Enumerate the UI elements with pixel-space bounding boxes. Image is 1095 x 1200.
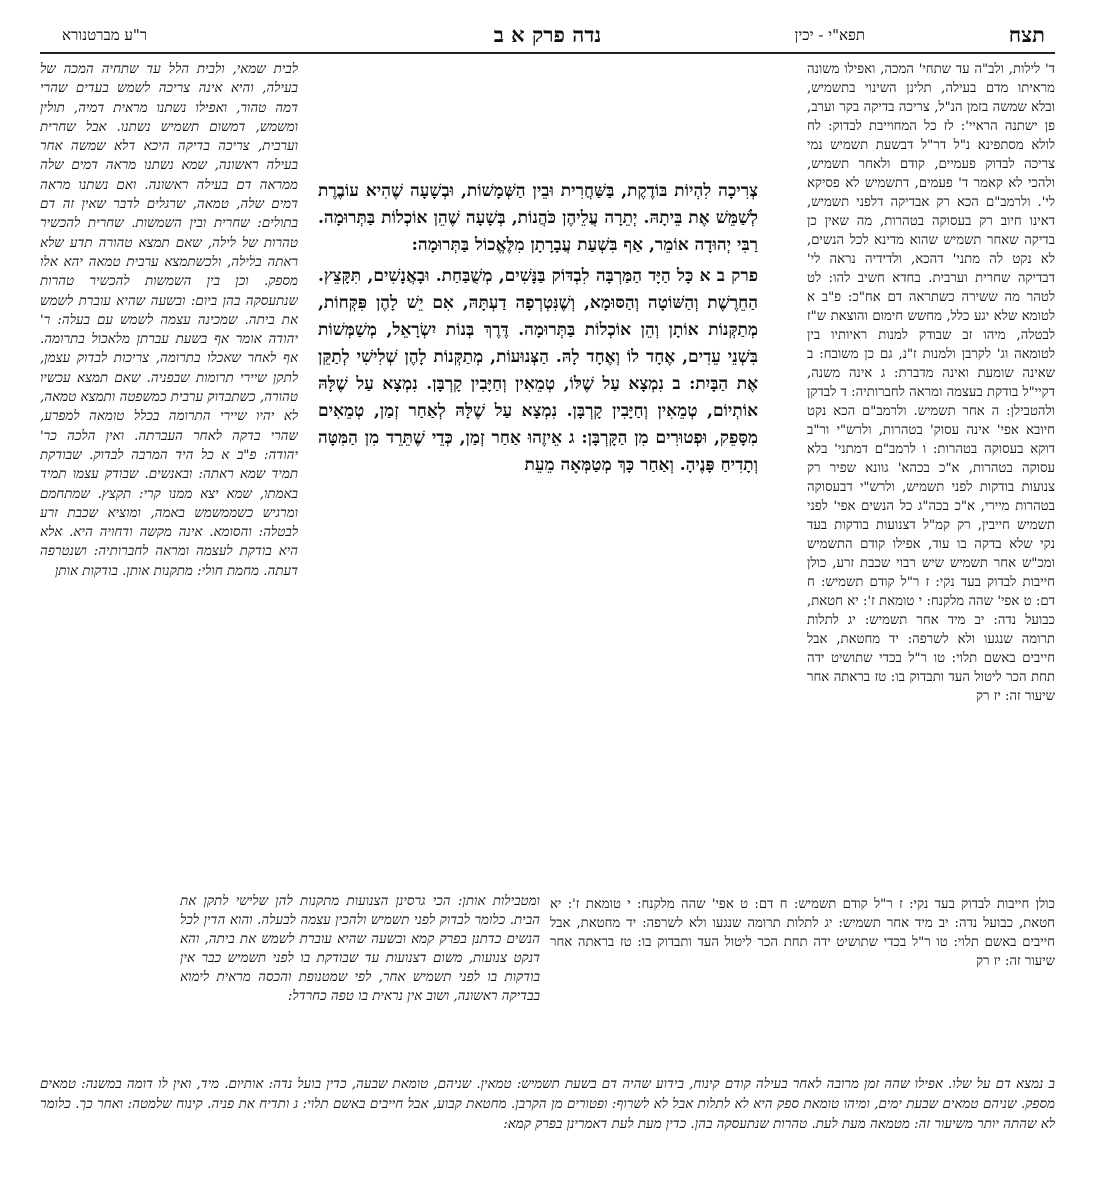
mishnah-paragraph-2: פרק ב א כָּל הַיָּד הַמַּרְבָּה לִבְדּוֹק בַּנָּשִׁים, מְשֻׁבַּחַת. וּבָאֲנָשִׁים, תִּקָּצֵץ. הַחֵרֶשֶׁת וְהַשּׁוֹטָה וְהַסּוּמָא, וְשֶׁנִּטְרְפָה דַעְתָּהּ, אִם יֵשׁ לָהֶן פִּקְּחוֹת, מְתַקְּנוֹת אוֹתָן וְהֵן אוֹכְלוֹת בַּתְּרוּמָה. דֶּרֶךְ בְּנוֹת יִשְׂרָאֵל, מְשַׁמְּשׁוֹת בִּשְׁנֵי עֵדִים, אֶחָד לוֹ וְאֶחָד לָהּ. הַצְּנוּעוֹת, מְתַקְּנוֹת לָהֶן שְׁלִישִׁי לְתַקֵּן אֶת הַבָּיִת: ב נִמְצָא עַל שֶׁלּוֹ, טְמֵאִין וְחַיָּבִין קָרְבָּן. נִמְצָא עַל שֶׁלָּהּ אוֹתְיוֹם, טְמֵאִין וְחַיָּבִין קָרְבָּן. נִמְצָא עַל שֶׁלָּהּ לְאַחַר זְמַן, טְמֵאִים מִסָּפֵק, וּפְטוּרִים מִן הַקָּרְבָּן: ג אֵיזֶהוּ אַחַר זְמַן, כְּדֵי שֶׁתֵּרֵד מִן הַמִּטָּה וְתָדִיחַ פָּנֶיהָ. וְאַחַר כָּךְ מְטַמְּאָה מֵעֵת — [318, 266, 758, 475]
yachin-continuation-text: כולן חייבות לבדוק בעד נקי: ז ר"ל קודם תשמיש: ח דם: ט אפי' שהה מלקנח: י טומאת ז': יא חטאת, כבועל נדה: יב מיד אחר תשמיש: יג לתלות תרומה שנגעו ולא לשרפה: יד מחטאת, אבל חייבים באשם תלוי: טו ר"ל בכדי שתושיט ידה תחת הכר ליטול העד ותבדוק בו: טז בראתה אחר שיעור זה: יז רק — [550, 897, 1055, 969]
bartenura-continuation-text: ומטבילות אותן: הכי גרסינן הצנועות מתקנות להן שלישי לתקן את הבית. כלומר לבדוק לפני תשמיש ולהכין עצמה לבעלה. והוא הדין לכל הנשים כדתנן בפרק קמא ובשעה שהיא עוברת לשמש את ביתה, והא דנקט צנועות, משום דצנועות עד שבודקת בו לפני תשמיש כבר אין בודקות בו לפני תשמיש אחר, לפי שמטנופת והכסה מראית לימוא בבדיקה ראשונה, ושוב אין נראית בו טפה כחרדל: — [180, 894, 540, 1004]
commentary-name-bartenura: ר"ע מברטנורא — [62, 26, 148, 44]
bottom-commentary — [40, 1075, 1055, 1185]
page-number: תצח — [1008, 22, 1045, 47]
mishnah-paragraph-1: צְרִיכָה לִהְיוֹת בּוֹדֶקֶת, בַּשַּׁחֲרִית וּבֵין הַשְּׁמָשׁוֹת, וּבְשָׁעָה שֶׁהִיא עוֹבֶרֶת לְשַׁמֵּשׁ אֶת בֵּיתָהּ. יְתֵרָה עֲלֵיהֶן כֹּהֲנוֹת, בְּשָׁעָה שֶׁהֵן אוֹכְלוֹת בַּתְּרוּמָה. רַבִּי יְהוּדָה אוֹמֵר, אַף בִּשְׁעַת עֲבָרָתָן מִלֶּאֱכוֹל בַּתְּרוּמָה: — [318, 181, 758, 255]
yachin-column — [807, 60, 1055, 900]
bartenura-column — [40, 60, 298, 895]
bartenura-continuation — [180, 892, 540, 1070]
yachin-continuation — [550, 895, 1055, 1070]
tractate-title: נדה פרק א ב — [493, 22, 602, 47]
yachin-text: ד' לילות, ולב"ה עד שתחי' המכה, ואפילו משונה מראיתו מדם בעילה, תלינן השינוי בתשמיש, ובלא שמשה בזמן הנ"ל, צריכה בדיקה בקר וערב, פן ישתנה הראיי': לז כל המחוייבת לבדוק: לח לולא מסתפינא נ"ל דר"ל דבשעת תשמיש נמי צריכה לבדוק פעמיים, קודם ולאחר תשמיש, ולהכי לא קאמר ד' פעמים, דתשמיש לא פסיקא לי'. ולרמב"ם הכא רק אבדיקה דלפני תשמיש, דאינו חיוב רק בעסוקה בטהרות, מה שאין כן בדיקה שאחר תשמיש שהוא מדינא לכל הנשים, לא נקט לה מתני' דהכא, ולדידיה נראה לי' דבדיקה שחרית וערבית. בחדא חשיב להו: לט לטהר מה ששירה כשתראה דם אח"כ: פ"ב א לטומא שלא יגע כלל, מחשש חימום והוצאת ש"ז לבטלה, מיהו זב שבודק למנות ראיותיו בין לטומאה וג' לקרבן ולמנות ז"נ, גם כן משובח: ב שאינה שומעת ואינה מדברת: ג אינה משנה, דקיי"ל בודקת בעצמה ומראה לחברותיה: ד לבדקן ולהטבילן: ה אחר תשמיש. ולרמב"ם הכא נקט חיובא אפי' אינה עסוק' בטהרות, ולרש"י ור"ב דוקא בעסוקה בטהרות: ו לרמב"ם דמתני' בלא עסוקה בטהרות, א"כ בכהא' גוונא שפיר רק צנועות בודקות לפני תשמיש, ולרש"י דבעסוקה בטהרות מיירי, א"כ בכה"ג כל הנשים אפי' לפני תשמיש חייבין, רק קמ"ל דצנועות בודקות בעד נקי שלא בדקה בו עוד, אפילו קודם התשמיש ומכ"ש אחר תשמיש שיש רבוי שכבת זרע, כולן חייבות לבדוק בעד נקי: ז ר"ל קודם תשמיש: ח דם: ט אפי' שהה מלקנח: י טומאת ז': יא חטאת, כבועל נדה: יב מיד אחר תשמיש: יג לתלות תרומה שנגעו ולא לשרפה: יד מחטאת, אבל חייבים באשם תלוי: טו ר"ל בכדי שתושיט ידה תחת הכר ליטול העד ותבדוק בו: טז בראתה אחר שיעור זה: יז רק — [807, 62, 1055, 704]
commentary-name-yachin: תפא"י - יכין — [794, 26, 865, 44]
bottom-commentary-text: ב נמצא דם על שלו. אפילו שהה זמן מרובה לאחר בעילה קודם קינוח, בידוע שהיה דם בשעת תשמיש: טמאין. שניהם, טומאת שבעה, כדין בועל נדה: אותיום. מיד, ואין לו דומה במשנה: טמאים מספק. שניהם טמאים שבעת ימים, ומיהו טומאת ספק היא לא לתלות אבל לא לשרוף: ופטורים מן הקרבן. מחטאת קבוע, אבל חייבים באשם תלוי: ג ותדיח את פניה. קינוח שלמטה: ואחר כך. כלומר לא שהתה יותר משיעור זה: מטמאה מעת לעת. טהרות שנתעסקה בהן. כדין מעת לעת דאמרינן בפרק קמא: — [40, 1077, 1055, 1132]
bartenura-text: לבית שמאי, ולבית הלל עד שתחיה המכה של בעילה, והיא אינה צריכה לשמש בעדים שהרי דמה טהור, ואפילו נשתנו מראית דמיה, תולין ומשמש, דמשום תשמיש נשתנו. אבל שחרית וערבית, צריכה בדיקה היכא דלא שמשה אחר בעילה ראשונה, שמא נשתנו מראה דמים שלה ממראה דם בעילה ראשונה. ואם נשתנו מראה דמים שלה, טמאה, שרגלים לדבר שאין זה דם בתולים: שחרית ובין השמשות. שחרית להכשיר טהרות של לילה, שאם תמצא טהורה תדע שלא ראתה בלילה, ולכשתמצא ערבית טמאה יהא אלו מספק. וכן בין השמשות להכשיר טהרות שנתעסקה בהן ביום: ובשעה שהיא עוברת לשמש את ביתה. שמכינה עצמה לשמש עם בעלה: ר' יהודה אומר אף בשעת עברתן מלאכול בתרומה. אף לאחר שאכלו בתרומה, צריכות לבדוק עצמן, לתקן שיירי תרומות שבפניה. שאם תמצא עכשיו טהורה, כשתבדוק ערבית כמשפטה ותמצא טמאה, לא יהיו שיירי התרומה בכלל טומאה למפרע, שהרי בדקה לאחר העברתה. ואין הלכה כר' יהודה: פ"ב א כל היד המרבה לבדוק. שבודקת תמיד שמא ראתה: ובאנשים. שבודק עצמו תמיד באמתו, שמא יצא ממנו קרי: תקצץ. שמתחמם ומרגיש כשממשמש באמה, ומוציא שכבת זרע לבטלה: והסומא. אינה מקשה ודחויה היא. אלא היא בודקת לעצמה ומראה לחברותיה: ושנטרפה דעתה. מחמת חולי: מתקנות אותן. בודקות אותן — [40, 62, 298, 579]
mishnah-column — [318, 178, 758, 890]
running-header — [40, 18, 1055, 54]
